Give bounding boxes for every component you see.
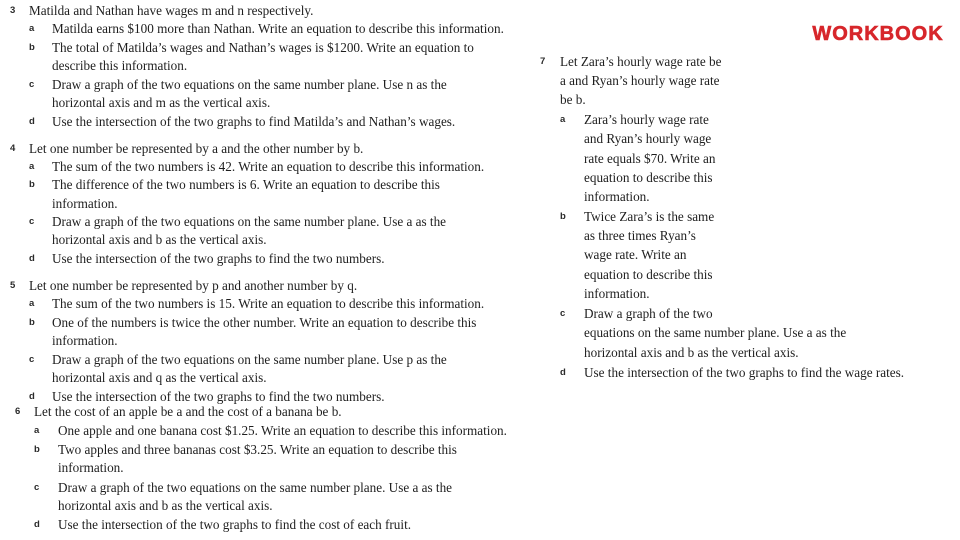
part-c-text: Draw a graph of the two equations on the same number plane. Use n as the	[52, 77, 447, 92]
part-b-text-cont: information.	[52, 196, 118, 211]
part-a-text-cont: and Ryan’s hourly wage	[584, 131, 712, 146]
question-stem: Let the cost of an apple be a and the cost of a banana be b.	[34, 404, 342, 419]
part-a-text: One apple and one banana cost $1.25. Write an equation to describe this information.	[58, 423, 507, 438]
part-c-text: Draw a graph of the two equations on the same number plane. Use p as the	[52, 352, 447, 367]
part-label-d: d	[560, 367, 566, 378]
part-label-c: c	[34, 482, 40, 493]
workbook-logo	[810, 20, 946, 46]
part-d-text: Use the intersection of the two graphs to find the two numbers.	[52, 389, 385, 404]
question-stem: Let Zara’s hourly wage rate be	[560, 54, 722, 69]
part-label-b: b	[29, 317, 35, 328]
question-number: 3	[10, 5, 16, 16]
part-label-d: d	[34, 519, 40, 530]
part-b-text-cont: wage rate. Write an	[584, 247, 687, 262]
question-stem-cont: be b.	[560, 92, 586, 107]
logo-text: WORKBOOK	[812, 23, 944, 45]
part-b-text-cont: information.	[58, 460, 124, 475]
part-b-text-cont: as three times Ryan’s	[584, 228, 696, 243]
question-stem: Let one number be represented by p and another number by q.	[29, 278, 358, 293]
question-number: 4	[10, 143, 16, 154]
part-label-c: c	[29, 216, 35, 227]
part-label-d: d	[29, 253, 35, 264]
part-label-d: d	[29, 391, 35, 402]
part-b-text: Two apples and three bananas cost $3.25. Write an equation to describe this	[58, 442, 457, 457]
part-label-b: b	[34, 444, 40, 455]
part-c-text-cont: horizontal axis and b as the vertical axis.	[52, 232, 267, 247]
part-b-text-cont: describe this information.	[52, 58, 188, 73]
part-b-text-cont: equation to describe this	[584, 267, 713, 282]
part-d-text: Use the intersection of the two graphs to find the cost of each fruit.	[58, 517, 412, 532]
part-b-text-cont: information.	[584, 286, 650, 301]
question-number: 5	[10, 280, 16, 291]
part-b-text: The total of Matilda’s wages and Nathan’s wages is $1200. Write an equation to	[52, 40, 474, 55]
part-d-text: Use the intersection of the two graphs to find the two numbers.	[52, 251, 385, 266]
part-label-a: a	[34, 425, 40, 436]
part-c-text-cont: equations on the same number plane. Use a as the	[584, 325, 847, 340]
part-b-text: Twice Zara’s is the same	[584, 209, 715, 224]
question-number: 7	[540, 56, 546, 67]
part-c-text-cont: horizontal axis and m as the vertical axis.	[52, 95, 271, 110]
part-label-b: b	[29, 42, 35, 53]
question-stem-cont: a and Ryan’s hourly wage rate	[560, 73, 720, 88]
part-c-text: Draw a graph of the two	[584, 306, 713, 321]
part-label-a: a	[29, 298, 35, 309]
question-stem: Let one number be represented by a and the other number by b.	[29, 141, 364, 156]
part-label-c: c	[29, 354, 35, 365]
part-d-text: Use the intersection of the two graphs to find the wage rates.	[584, 365, 905, 380]
part-label-d: d	[29, 116, 35, 127]
part-b-text: The difference of the two numbers is 6. Write an equation to describe this	[52, 177, 440, 192]
part-label-a: a	[560, 114, 566, 125]
part-a-text-cont: information.	[584, 189, 650, 204]
part-a-text: Matilda earns $100 more than Nathan. Write an equation to describe this information.	[52, 21, 504, 36]
part-c-text: Draw a graph of the two equations on the same number plane. Use a as the	[58, 480, 453, 495]
part-a-text: The sum of the two numbers is 15. Write an equation to describe this information.	[52, 296, 485, 311]
part-label-b: b	[29, 179, 35, 190]
part-label-b: b	[560, 211, 566, 222]
part-c-text-cont: horizontal axis and q as the vertical axis.	[52, 370, 267, 385]
part-a-text: Zara’s hourly wage rate	[584, 112, 709, 127]
part-label-a: a	[29, 23, 35, 34]
part-c-text-cont: horizontal axis and b as the vertical axis.	[58, 498, 273, 513]
part-c-text: Draw a graph of the two equations on the same number plane. Use a as the	[52, 214, 447, 229]
question-number: 6	[15, 406, 21, 417]
part-label-a: a	[29, 161, 35, 172]
part-label-c: c	[29, 79, 35, 90]
part-a-text: The sum of the two numbers is 42. Write an equation to describe this information.	[52, 159, 485, 174]
part-a-text-cont: rate equals $70. Write an	[584, 151, 716, 166]
question-stem: Matilda and Nathan have wages m and n respectively.	[29, 3, 314, 18]
part-c-text-cont: horizontal axis and b as the vertical axis.	[584, 345, 799, 360]
part-label-c: c	[560, 308, 566, 319]
part-b-text-cont: information.	[52, 333, 118, 348]
part-d-text: Use the intersection of the two graphs to find Matilda’s and Nathan’s wages.	[52, 114, 456, 129]
part-b-text: One of the numbers is twice the other number. Write an equation to describe this	[52, 315, 477, 330]
part-a-text-cont: equation to describe this	[584, 170, 713, 185]
